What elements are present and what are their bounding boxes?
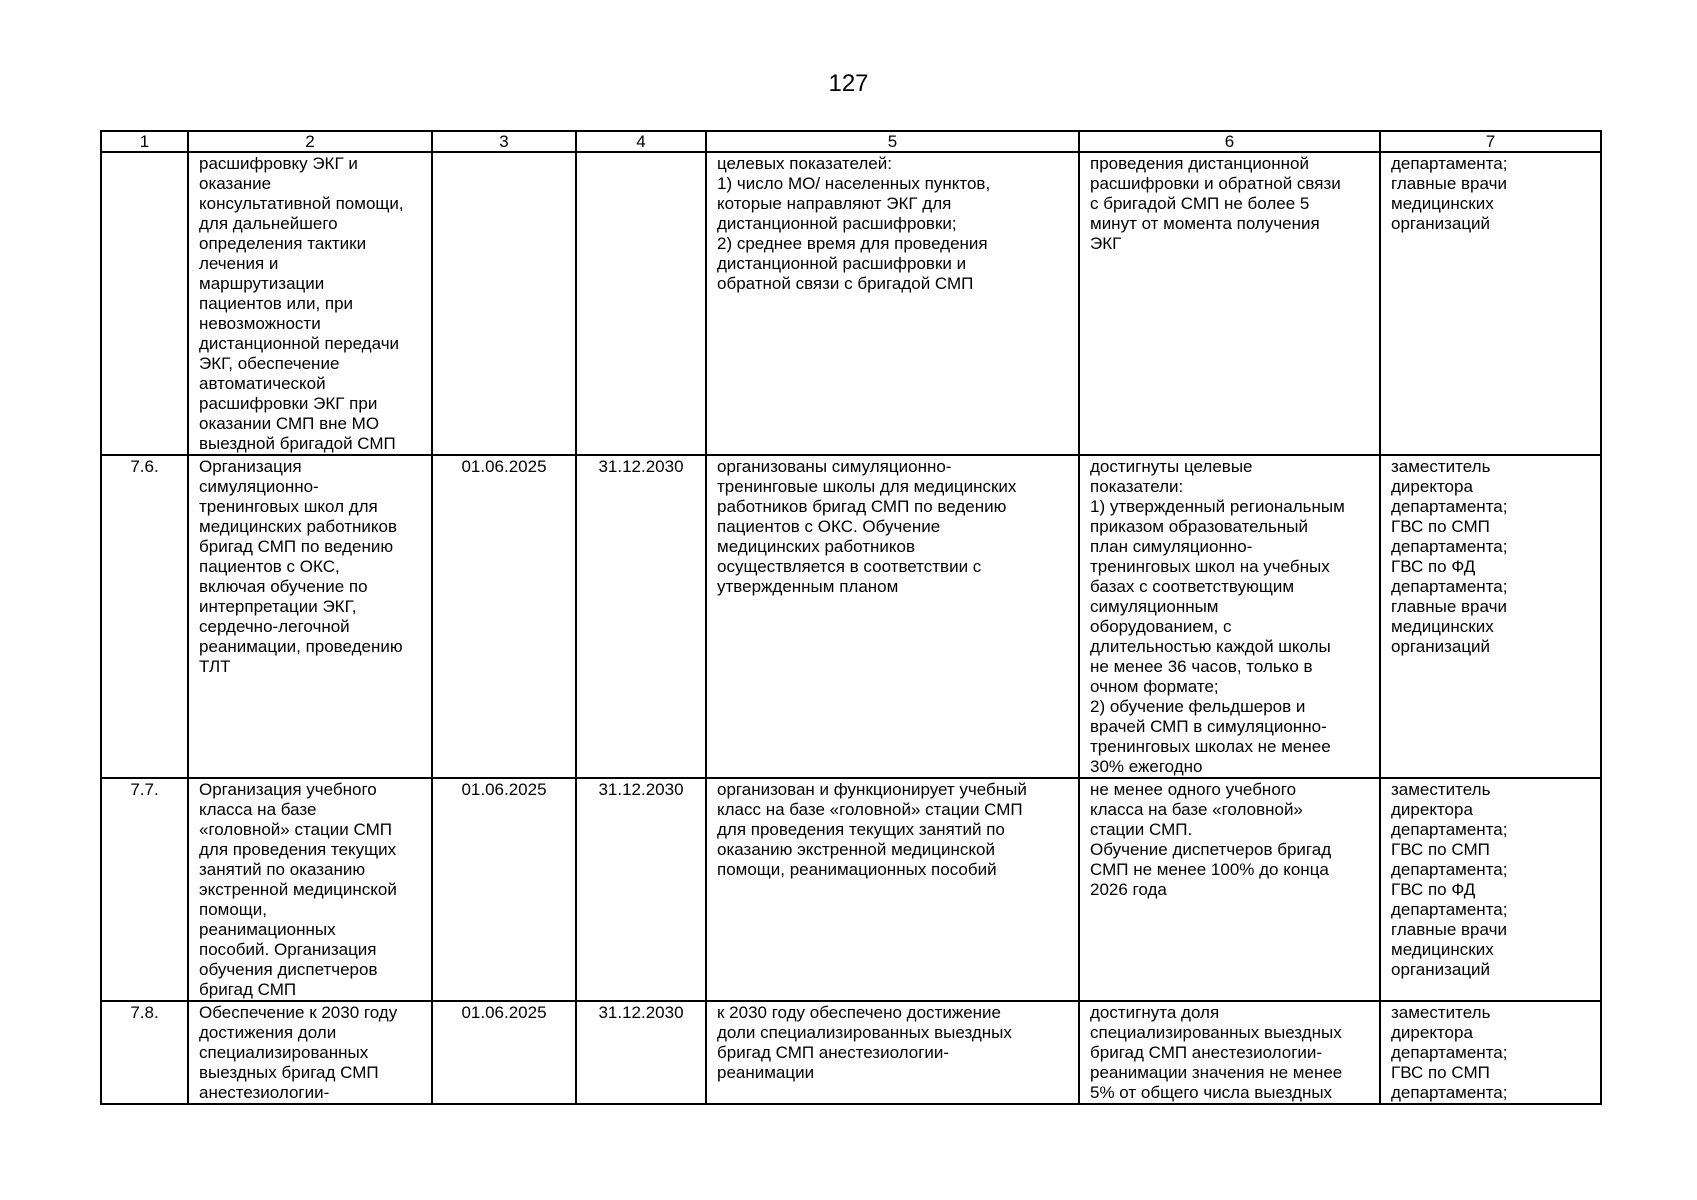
table-row [101, 778, 1601, 1001]
indicator-cell: достигнута доля специализированных выездных бригад СМП анестезиологии- реанимации значения не менее 5% от общего числа выездных [1079, 1001, 1380, 1104]
expected-result-cell: целевых показателей: 1) число МО/ населенных пунктов, которые направляют ЭКГ для дистанционной расшифровки; 2) среднее время для проведения дистанционной расшифровки и обратной связи с бригадой СМП [706, 152, 1079, 455]
header-cell-5: 5 [706, 131, 1079, 152]
page-number: 127 [828, 70, 869, 97]
row-number-cell: 7.7. [101, 778, 188, 1001]
expected-result-cell: организованы симуляционно- тренинговые школы для медицинских работников бригад СМП по ведению пациентов с ОКС. Обучение медицинских работников осуществляется в соответствии с утвержденным планом [706, 455, 1079, 778]
start-date-cell: 01.06.2025 [432, 455, 576, 778]
header-cell-7: 7 [1380, 131, 1601, 152]
header-cell-2: 2 [188, 131, 432, 152]
indicator-cell: достигнуты целевые показатели: 1) утвержденный региональным приказом образовательный план симуляционно- тренинговых школ на учебных базах с соответствующим симуляционным оборудованием, с длительностью каждой школы не менее 36 часов, только в очном формате; 2) обучение фельдшеров и врачей СМП в симуляционно- тренинговых школах не менее 30% ежегодно [1079, 455, 1380, 778]
responsible-cell: заместитель директора департамента; ГВС по СМП департамента; ГВС по ФД департамента; главные врачи медицинских организаций [1380, 778, 1601, 1001]
row-number-cell: 7.8. [101, 1001, 188, 1104]
row-number-cell: 7.6. [101, 455, 188, 778]
end-date-cell [576, 152, 706, 455]
table-row [101, 455, 1601, 778]
start-date-cell: 01.06.2025 [432, 778, 576, 1001]
header-cell-3: 3 [432, 131, 576, 152]
end-date-cell: 31.12.2030 [576, 1001, 706, 1104]
end-date-cell: 31.12.2030 [576, 778, 706, 1001]
responsible-cell: заместитель директора департамента; ГВС по СМП департамента; [1380, 1001, 1601, 1104]
plan-table [100, 130, 1602, 1105]
activity-name-cell: расшифровку ЭКГ и оказание консультативной помощи, для дальнейшего определения тактики лечения и маршрутизации пациентов или, при невозможности дистанционной передачи ЭКГ, обеспечение автоматической расшифровки ЭКГ при оказании СМП вне МО выездной бригадой СМП [188, 152, 432, 455]
expected-result-cell: к 2030 году обеспечено достижение доли специализированных выездных бригад СМП анестезиологии- реанимации [706, 1001, 1079, 1104]
activity-name-cell: Организация симуляционно- тренинговых школ для медицинских работников бригад СМП по ведению пациентов с ОКС, включая обучение по интерпретации ЭКГ, сердечно-легочной реанимации, проведению ТЛТ [188, 455, 432, 778]
header-cell-6: 6 [1079, 131, 1380, 152]
responsible-cell: департамента; главные врачи медицинских организаций [1380, 152, 1601, 455]
activity-name-cell: Организация учебного класса на базе «головной» стации СМП для проведения текущих занятий по оказанию экстренной медицинской помощи, реанимационных пособий. Организация обучения диспетчеров бригад СМП [188, 778, 432, 1001]
row-number-cell [101, 152, 188, 455]
header-cell-4: 4 [576, 131, 706, 152]
indicator-cell: не менее одного учебного класса на базе «головной» стации СМП. Обучение диспетчеров бригад СМП не менее 100% до конца 2026 года [1079, 778, 1380, 1001]
start-date-cell [432, 152, 576, 455]
header-row [101, 131, 1601, 152]
header-cell-1: 1 [101, 131, 188, 152]
start-date-cell: 01.06.2025 [432, 1001, 576, 1104]
expected-result-cell: организован и функционирует учебный класс на базе «головной» стации СМП для проведения текущих занятий по оказанию экстренной медицинской помощи, реанимационных пособий [706, 778, 1079, 1001]
table-row [101, 1001, 1601, 1104]
end-date-cell: 31.12.2030 [576, 455, 706, 778]
responsible-cell: заместитель директора департамента; ГВС по СМП департамента; ГВС по ФД департамента; главные врачи медицинских организаций [1380, 455, 1601, 778]
table-row [101, 152, 1601, 455]
activity-name-cell: Обеспечение к 2030 году достижения доли специализированных выездных бригад СМП анестезиологии- [188, 1001, 432, 1104]
indicator-cell: проведения дистанционной расшифровки и обратной связи с бригадой СМП не более 5 минут от момента получения ЭКГ [1079, 152, 1380, 455]
